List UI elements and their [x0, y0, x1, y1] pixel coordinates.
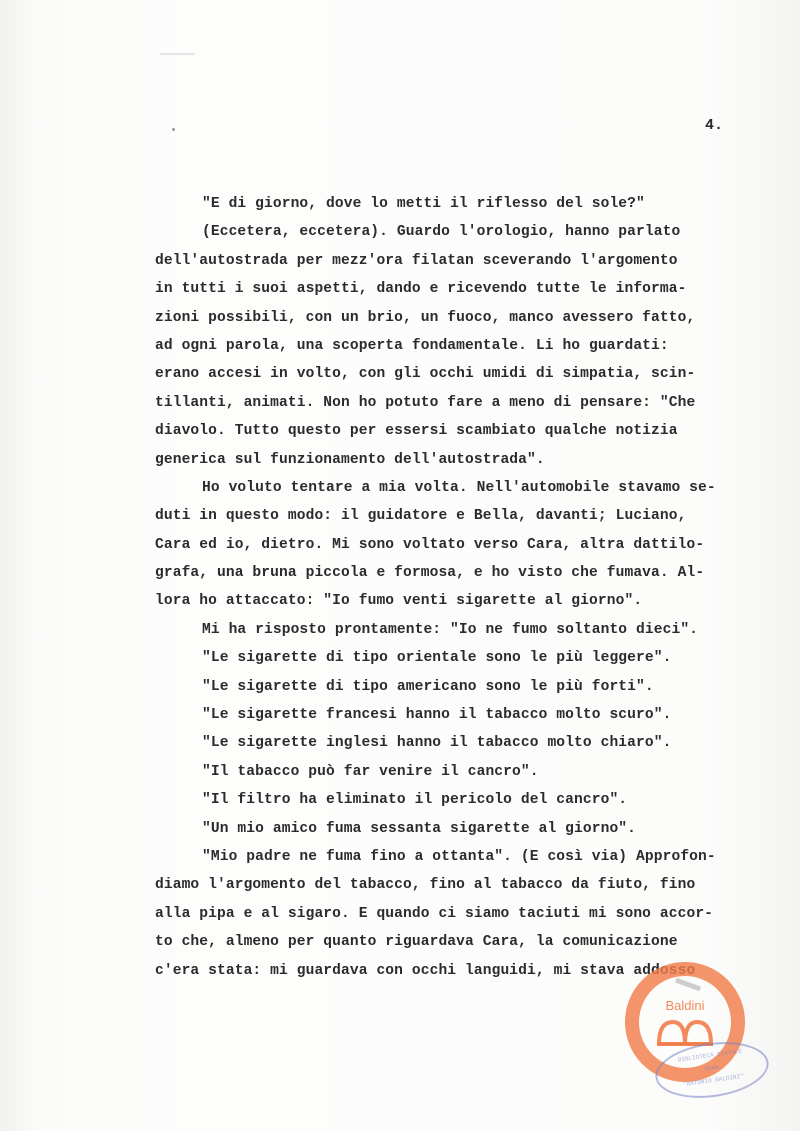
- text-line: "Il filtro ha eliminato il pericolo del cancro".: [202, 792, 628, 809]
- library-stamp-line2: ROMA: [704, 1064, 720, 1073]
- text-line: Ho voluto tentare a mia volta. Nell'automobile stavamo se-: [202, 479, 716, 496]
- text-line: tillanti, animati. Non ho potuto fare a meno di pensare: "Che: [155, 394, 696, 411]
- scan-artifact-mark: [160, 53, 195, 55]
- text-line: dell'autostrada per mezz'ora filatan sceverando l'argomento: [155, 252, 678, 269]
- text-line: to che, almeno per quanto riguardava Cara, la comunicazione: [155, 934, 678, 951]
- text-line: "E di giorno, dove lo metti il riflesso del sole?": [202, 196, 645, 212]
- text-line: (Eccetera, eccetera). Guardo l'orologio, hanno parlato: [202, 224, 681, 241]
- text-line: erano accesi in volto, con gli occhi umidi di simpatia, scin-: [155, 366, 696, 383]
- text-line: lora ho attaccato: "Io fumo venti sigarette al giorno".: [155, 593, 643, 610]
- text-line: diavolo. Tutto questo per essersi scambiato qualche notizia: [155, 423, 678, 440]
- text-line: c'era stata: mi guardava con occhi languidi, mi stava addosso: [155, 962, 696, 979]
- text-line: grafa, una bruna piccola e formosa, e ho visto che fumava. Al-: [155, 565, 705, 582]
- text-line: "Le sigarette di tipo orientale sono le più leggere".: [202, 650, 672, 667]
- text-line: ad ogni parola, una scoperta fondamentale. Li ho guardati:: [155, 337, 669, 354]
- stamp-bar-icon: [675, 978, 701, 992]
- text-line: diamo l'argomento del tabacco, fino al tabacco da fiuto, fino: [155, 877, 696, 894]
- text-line: Mi ha risposto prontamente: "Io ne fumo soltanto dieci".: [202, 621, 699, 638]
- page-number: 4.: [705, 117, 724, 134]
- text-line: Cara ed io, dietro. Mi sono voltato verso Cara, altra dattilo-: [155, 536, 705, 553]
- text-line: "Le sigarette di tipo americano sono le più forti".: [202, 678, 654, 695]
- text-line: zioni possibili, con un brio, un fuoco, manco avessero fatto,: [155, 309, 696, 326]
- text-line: duti in questo modo: il guidatore e Bella, davanti; Luciano,: [155, 508, 687, 525]
- library-stamp-line1: BIBLIOTECA STATALE: [677, 1047, 743, 1064]
- text-line: "Il tabacco può far venire il cancro".: [202, 763, 539, 780]
- baldini-b-logo-icon: [657, 1018, 713, 1046]
- text-line: "Mio padre ne fuma fino a ottanta". (E così via) Approfon-: [202, 848, 716, 865]
- text-line: in tutti i suoi aspetti, dando e ricevendo tutte le informa-: [155, 281, 687, 298]
- typewritten-text: [155, 190, 775, 985]
- text-line: "Un mio amico fuma sessanta sigarette al giorno".: [202, 820, 637, 837]
- text-line: generica sul funzionamento dell'autostrada".: [155, 451, 545, 468]
- library-stamp-line3: "ANTONIO BALDINI": [682, 1072, 745, 1089]
- baldini-stamp-label: Baldini: [665, 998, 705, 1013]
- text-line: "Le sigarette francesi hanno il tabacco molto scuro".: [202, 707, 672, 724]
- text-line: "Le sigarette inglesi hanno il tabacco molto chiaro".: [202, 735, 672, 752]
- text-line: alla pipa e al sigaro. E quando ci siamo taciuti mi sono accor-: [155, 905, 714, 922]
- scan-artifact-dot: [172, 128, 175, 131]
